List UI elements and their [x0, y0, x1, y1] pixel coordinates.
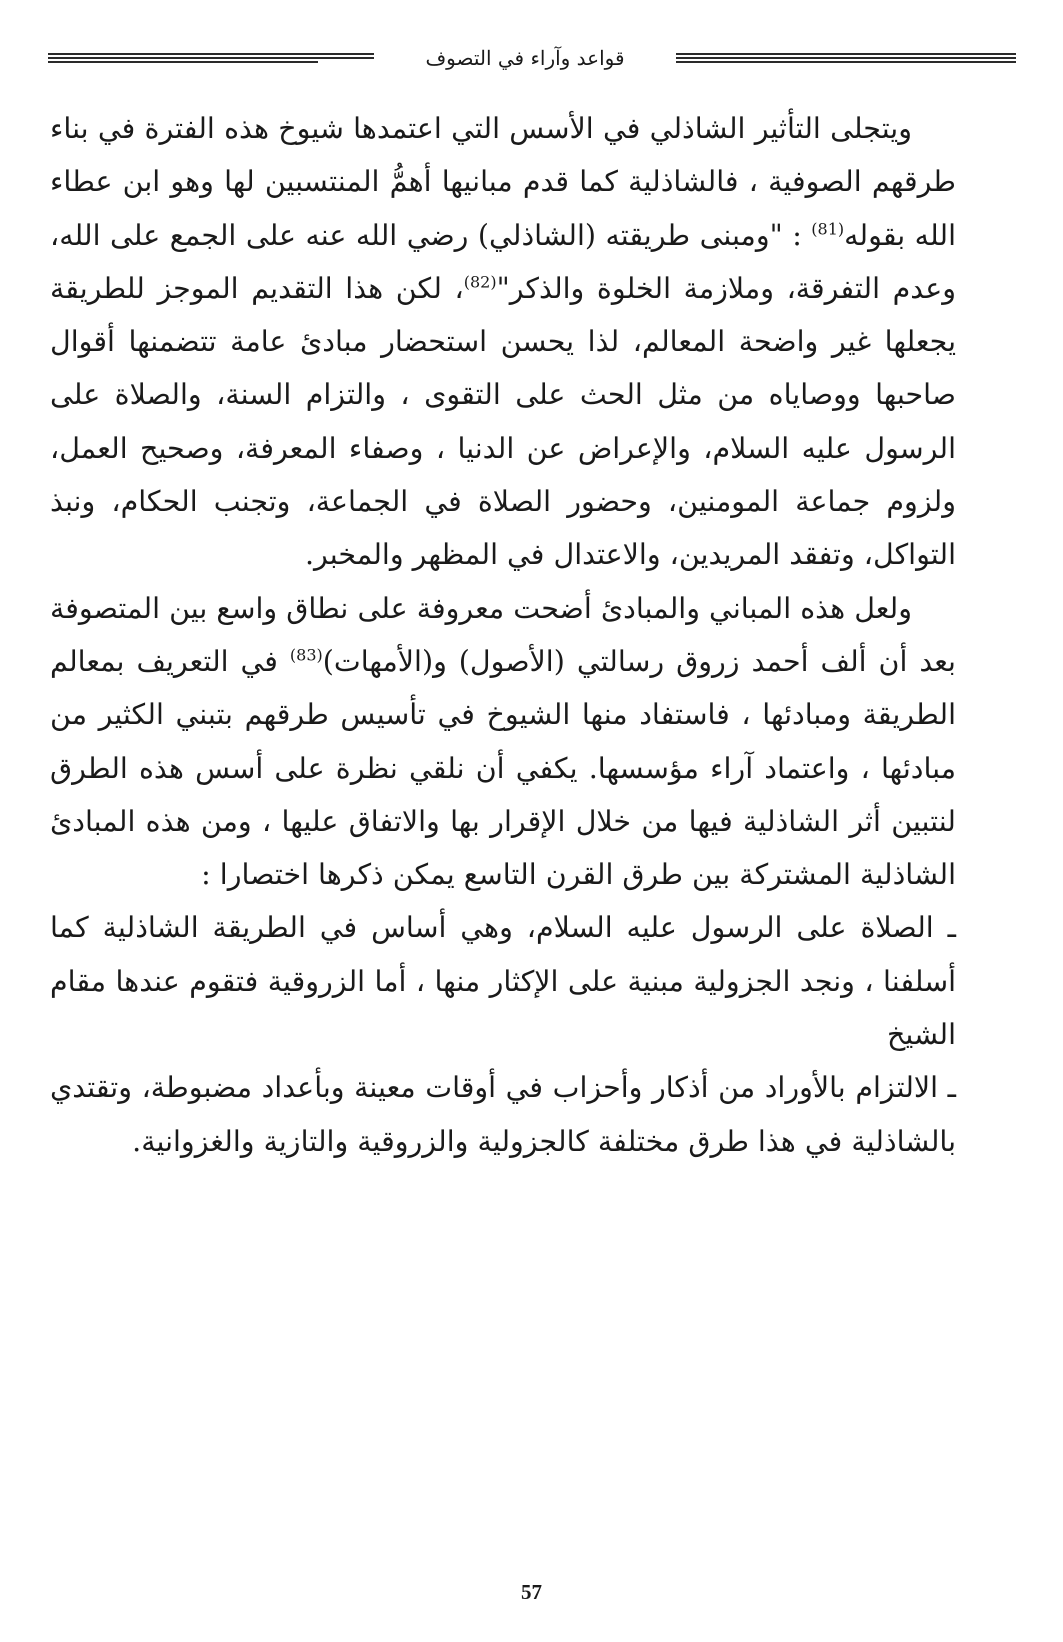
page-number: 57 — [521, 1580, 542, 1604]
paragraph-1-part-b: : "ومبنى طريقته (الشاذلي) رضي الله عنه على الجمع على الله، وعدم التفرقة، وملازمة الخلوة والذكر" — [50, 218, 956, 305]
header-rule-line — [48, 53, 374, 55]
header-rule-line — [676, 61, 1016, 63]
paragraph-2-part-b: في التعريف بمعالم الطريقة ومبادئها ، فاستفاد منها الشيوخ في تأسيس طرقهم بتبني الكثير من مبادئها ، واعتماد آراء مؤسسها. يكفي أن نلقي نظرة على أسس هذه الطرق لنتبين أثر الشاذلية فيها من خلال الإقرار بها والاتفاق عليها ، ومن هذه المبادئ الشاذلية المشتركة بين طرق القرن التاسع يمكن ذكرها اختصارا : — [50, 644, 956, 892]
header-rule-line — [676, 57, 1016, 59]
bullet-item-2: ـ الالتزام بالأوراد من أذكار وأحزاب في أوقات معينة وبأعداد مضبوطة، وتقتدي بالشاذلية في هذا طرق مختلفة كالجزولية والزروقية والتازية والغزوانية. — [50, 1071, 956, 1158]
header-rule-right — [676, 51, 1016, 65]
header-rule-left — [48, 51, 374, 65]
page-body — [50, 102, 956, 1168]
running-header — [48, 38, 1016, 78]
header-rule-line — [48, 61, 318, 63]
paragraph-1 — [50, 102, 956, 582]
bullet-item-1: ـ الصلاة على الرسول عليه السلام، وهي أساس في الطريقة الشاذلية كما أسلفنا ، ونجد الجزولية مبنية على الإكثار منها ، أما الزروقية فتقوم عندها مقام الشيخ — [50, 911, 956, 1052]
paragraph-1-part-a: ويتجلى التأثير الشاذلي في الأسس التي اعتمدها شيوخ هذه الفترة في بناء طرقهم الصوفية ، فالشاذلية كما قدم مبانيها أهمُّ المنتسبين لها وهو ابن عطاء الله بقوله — [50, 112, 957, 252]
footnote-ref-81: (81) — [811, 219, 845, 239]
paragraph-2-part-a: ولعل هذه المباني والمبادئ أضحت معروفة على نطاق واسع بين المتصوفة بعد أن ألف أحمد زروق رسالتي (الأصول) و(الأمهات) — [50, 591, 956, 678]
header-rule-line — [48, 57, 374, 59]
paragraph-2 — [50, 582, 956, 902]
paragraph-1-part-c: ، لكن هذا التقديم الموجز للطريقة يجعلها غير واضحة المعالم، لذا يحسن استحضار مبادئ عامة تتضمنها أقوال صاحبها ووصاياه من مثل الحث على التقوى ، والتزام السنة، والصلاة على الرسول عليه السلام، والإعراض عن الدنيا ، وصفاء المعرفة، وصحيح العمل، ولزوم جماعة المومنين، وحضور الصلاة في الجماعة، وتجنب الحكام، ونبذ التواكل، وتفقد المريدين، والاعتدال في المظهر والمخبر. — [50, 271, 956, 572]
header-rule-line — [676, 53, 1016, 55]
footnote-ref-83: (83) — [289, 645, 323, 665]
header-title: قواعد وآراء في التصوف — [425, 46, 625, 70]
footnote-ref-82: (82) — [463, 272, 497, 292]
